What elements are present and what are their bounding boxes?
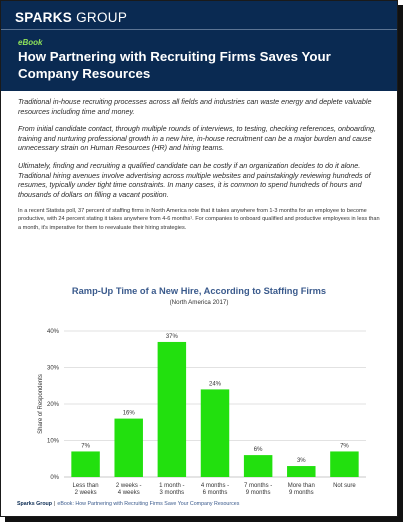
bar [330, 451, 358, 477]
y-tick-label: 0% [50, 475, 59, 481]
bar [158, 342, 186, 477]
header-divider [1, 29, 397, 30]
x-tick-label [159, 483, 184, 496]
intro-paragraph: From initial candidate contact, through multiple rounds of interviews, to testing, checking references, onboarding, training and nurturing professional growth in a new hire, in-house recruitment can be a major burden and cause unnecessary strain on Human Resources (HR) and hiring teams. [18, 124, 376, 153]
x-tick-label [288, 483, 315, 496]
logo-brand: SPARKS [15, 10, 73, 25]
x-tick-label-line: Less than [72, 483, 99, 489]
bar [244, 455, 272, 477]
x-tick-label-line: 3 months [159, 490, 185, 496]
x-tick-label-line: 4 months - [200, 483, 230, 489]
y-tick-label: 30% [46, 365, 59, 372]
bar-data-label: 24% [208, 381, 222, 388]
document-header [1, 1, 397, 91]
document-footer [17, 501, 239, 507]
x-tick-label [116, 483, 142, 496]
x-tick-label [201, 483, 229, 496]
document-title: How Partnering with Recruiting Firms Saves Your Company Resources [18, 49, 331, 81]
y-tick-label: 20% [46, 402, 59, 408]
footer-separator: | [54, 501, 56, 507]
chart-subtitle: (North America 2017) [169, 299, 229, 306]
x-tick-label-line: 1 month - [159, 483, 185, 489]
bar-data-label: 16% [122, 410, 135, 417]
x-tick-label [333, 483, 356, 489]
x-tick-label [73, 483, 99, 496]
company-logo [15, 10, 127, 25]
ramp-up-bar-chart [1, 306, 397, 496]
y-tick-label: 10% [46, 438, 59, 445]
x-tick-label-line: 9 months [245, 490, 271, 496]
x-tick-label-line: 4 weeks [117, 490, 140, 496]
ebook-tag: eBook [18, 38, 43, 47]
x-tick-label-line: 2 weeks - [115, 483, 142, 489]
x-tick-label-line: 6 months [202, 490, 228, 496]
bar-data-label: 7% [81, 443, 90, 450]
x-tick-label-line: Not sure [333, 483, 356, 489]
document-body [18, 97, 382, 232]
x-tick-label-line: 9 months [288, 490, 314, 496]
bar [71, 451, 99, 477]
x-tick-label-line: More than [287, 483, 315, 489]
statista-paragraph: In a recent Statista poll, 37 percent of staffing firms in North America note that it takes anywhere from 1-3 months for an employee to become productive, with 24 percent stating it takes anywhere from 4-6 months¹. For companies to onboard qualified and productive employees in less than a month, it's imperative for them to reevaluate their hiring strategies. [18, 208, 380, 231]
logo-group: GROUP [72, 10, 128, 25]
x-tick-label-line: 2 weeks [74, 490, 97, 496]
intro-paragraph: Ultimately, finding and recruiting a qualified candidate can be costly if an organization decides to do it alone. Traditional hiring avenues involve advertising across multiple websites and painstakingly reviewing hundreds of resumes, typically under tight time constraints. In many cases, it is common to spend hundreds of hours and thousands of dollars on filling a vacant position. [18, 160, 371, 199]
x-tick-label-line: 7 months - [243, 483, 273, 489]
footer-text: eBook: How Partnering with Recruiting Firms Save Your Company Resources [57, 501, 240, 507]
y-axis-title: Share of Respondents [38, 374, 44, 434]
x-tick-label [244, 483, 272, 496]
intro-paragraph: Traditional in-house recruiting processes across all fields and industries can waste energy and deplete valuable resources including time and money. [18, 97, 372, 116]
bar-data-label: 37% [165, 333, 178, 340]
bar-data-label: 7% [340, 443, 349, 450]
y-tick-label: 40% [46, 329, 59, 335]
bar [287, 466, 315, 477]
chart-title: Ramp-Up Time of a New Hire, According to Staffing Firms [71, 286, 327, 296]
bar-data-label: 3% [296, 458, 306, 465]
bar-data-label: 6% [253, 447, 263, 454]
bar [114, 419, 142, 477]
footer-brand: Sparks Group [17, 501, 53, 507]
bar [201, 389, 229, 477]
